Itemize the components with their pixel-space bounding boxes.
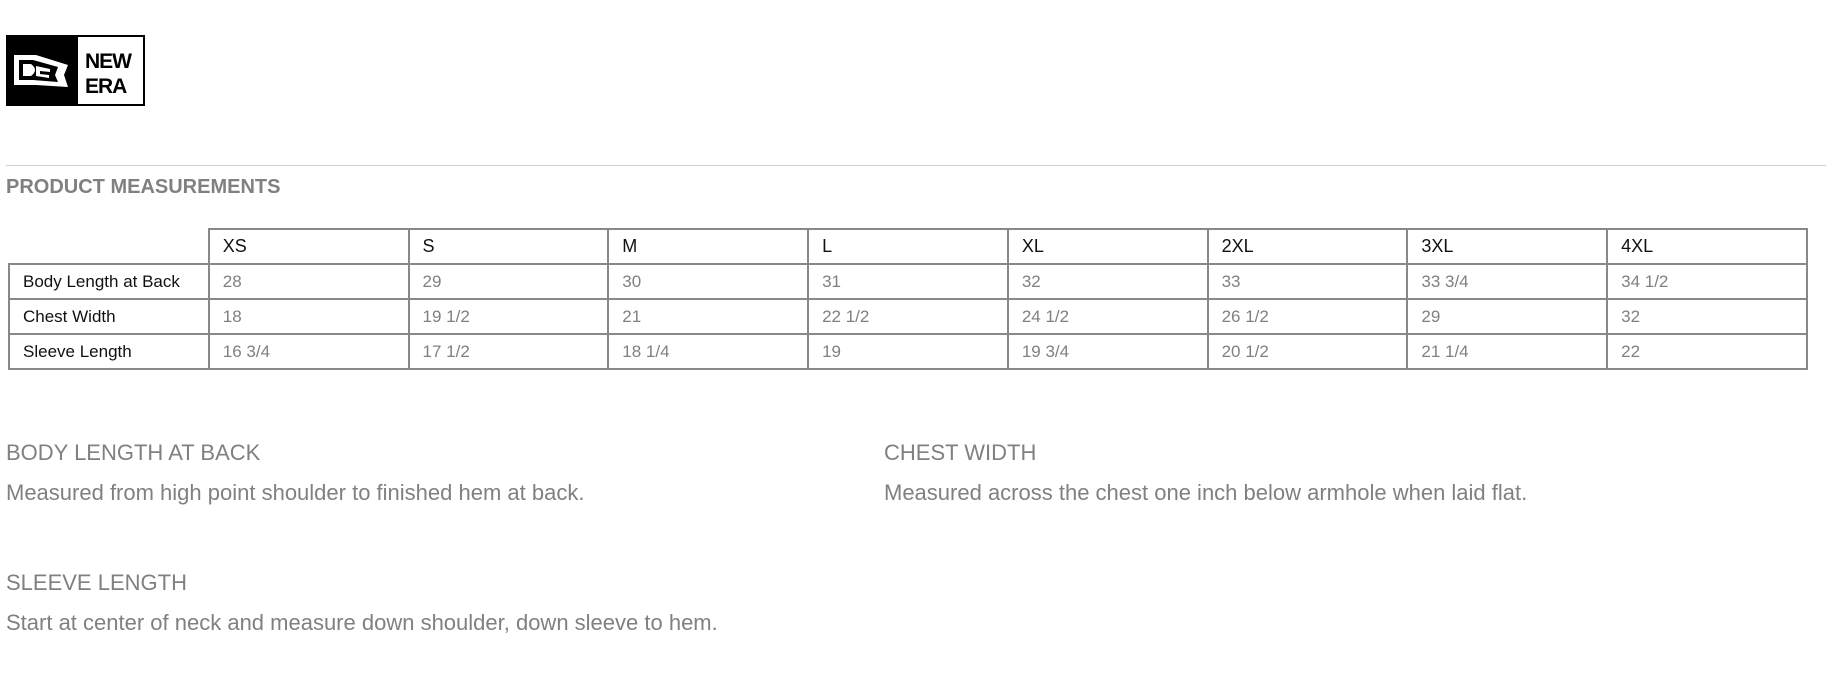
description-body-length <box>6 440 584 506</box>
table-cell: 21 <box>608 299 808 334</box>
table-cell: 32 <box>1008 264 1208 299</box>
new-era-logo-icon <box>6 35 146 106</box>
description-text: Measured from high point shoulder to finished hem at back. <box>6 480 585 505</box>
row-label-body-length: Body Length at Back <box>9 264 209 299</box>
description-text: Start at center of neck and measure down shoulder, down sleeve to hem. <box>6 610 718 635</box>
description-title: BODY LENGTH AT BACK <box>6 440 261 465</box>
table-cell: 24 1/2 <box>1008 299 1208 334</box>
table-cell: 32 <box>1607 299 1807 334</box>
logo-line1: NEW <box>85 50 131 73</box>
table-cell: 19 3/4 <box>1008 334 1208 369</box>
column-header-3xl: 3XL <box>1407 229 1607 264</box>
table-cell: 17 1/2 <box>409 334 609 369</box>
table-cell: 30 <box>608 264 808 299</box>
table-cell: 29 <box>409 264 609 299</box>
section-title: PRODUCT MEASUREMENTS <box>6 176 281 198</box>
table-cell: 31 <box>808 264 1008 299</box>
row-label-chest-width: Chest Width <box>9 299 209 334</box>
table-cell: 18 1/4 <box>608 334 808 369</box>
description-title: CHEST WIDTH <box>884 440 1037 465</box>
column-header-4xl: 4XL <box>1607 229 1807 264</box>
logo-line2: ERA <box>85 75 127 98</box>
new-era-logo <box>6 35 146 106</box>
table-cell: 18 <box>209 299 409 334</box>
description-chest-width <box>884 440 1527 506</box>
table-cell: 19 1/2 <box>409 299 609 334</box>
table-cell: 34 1/2 <box>1607 264 1807 299</box>
column-header-xl: XL <box>1008 229 1208 264</box>
table-cell: 20 1/2 <box>1208 334 1408 369</box>
column-header-xs: XS <box>209 229 409 264</box>
table-row <box>9 334 1807 369</box>
table-header-row <box>9 229 1807 264</box>
divider <box>6 165 1826 166</box>
table-corner-cell <box>9 229 209 264</box>
table-cell: 19 <box>808 334 1008 369</box>
table-cell: 33 3/4 <box>1407 264 1607 299</box>
table-cell: 21 1/4 <box>1407 334 1607 369</box>
table-cell: 22 1/2 <box>808 299 1008 334</box>
description-title: SLEEVE LENGTH <box>6 570 187 595</box>
column-header-2xl: 2XL <box>1208 229 1408 264</box>
table-row <box>9 264 1807 299</box>
table-cell: 28 <box>209 264 409 299</box>
column-header-l: L <box>808 229 1008 264</box>
column-header-m: M <box>608 229 808 264</box>
table-cell: 33 <box>1208 264 1408 299</box>
description-text: Measured across the chest one inch below armhole when laid flat. <box>884 480 1528 505</box>
table-cell: 26 1/2 <box>1208 299 1408 334</box>
row-label-sleeve-length: Sleeve Length <box>9 334 209 369</box>
table-cell: 29 <box>1407 299 1607 334</box>
description-sleeve-length <box>6 570 718 636</box>
measurements-table <box>8 228 1808 370</box>
table-row <box>9 299 1807 334</box>
table-cell: 22 <box>1607 334 1807 369</box>
column-header-s: S <box>409 229 609 264</box>
table-cell: 16 3/4 <box>209 334 409 369</box>
